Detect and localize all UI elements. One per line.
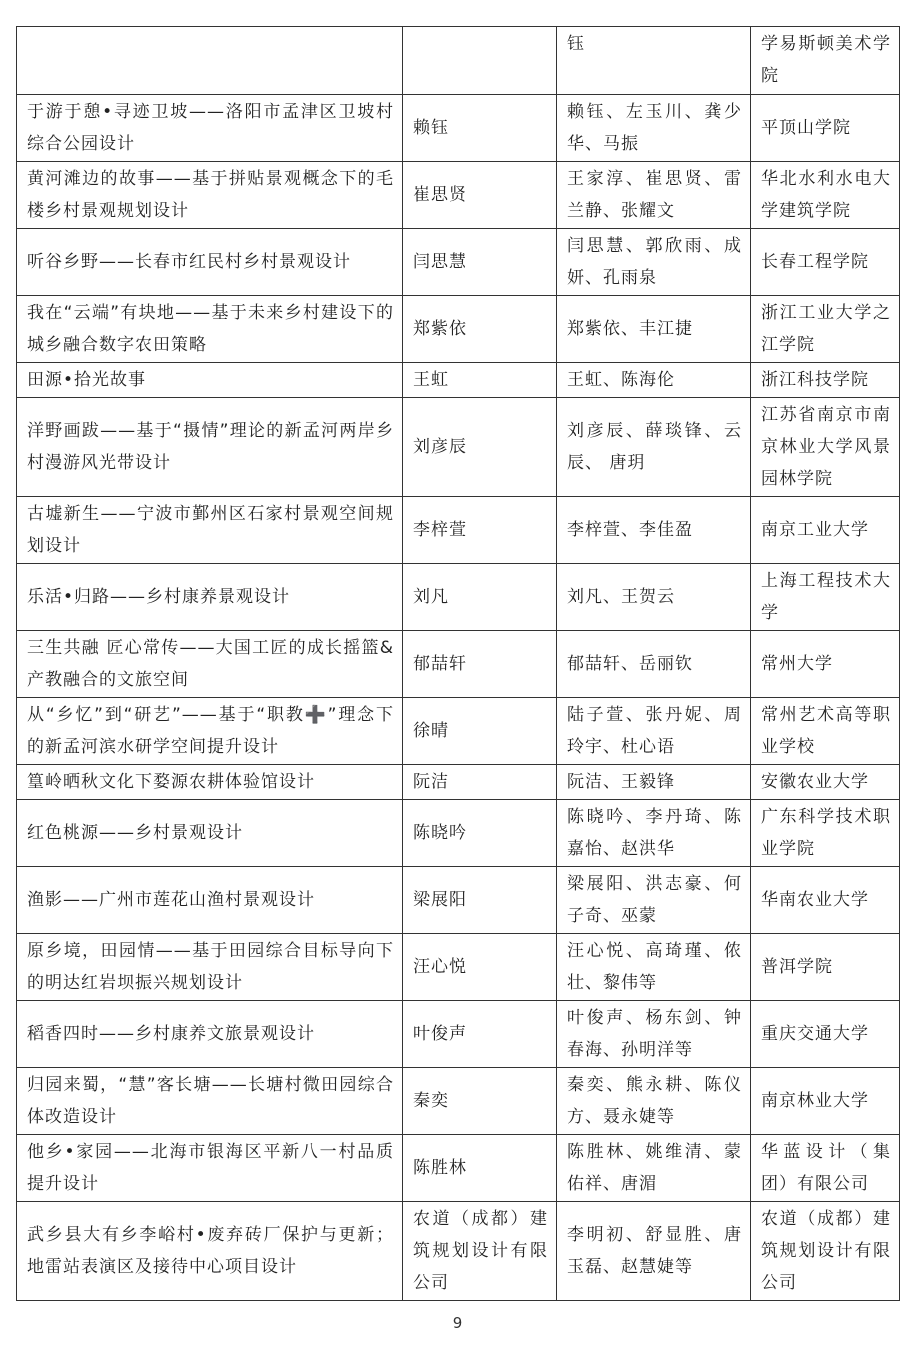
project-title-cell: 原乡境，田园情——基于田园综合目标导向下的明达红岩坝振兴规划设计 bbox=[17, 934, 403, 1001]
table-row bbox=[17, 800, 900, 867]
leader-cell: 叶俊声 bbox=[403, 1001, 557, 1068]
institution-cell: 常州艺术高等职业学校 bbox=[751, 698, 900, 765]
institution-cell: 平顶山学院 bbox=[751, 95, 900, 162]
institution-cell: 江苏省南京市南京林业大学风景园林学院 bbox=[751, 398, 900, 497]
institution-cell: 常州大学 bbox=[751, 631, 900, 698]
table-row bbox=[17, 631, 900, 698]
members-cell: 陆子萱、张丹妮、周玲宇、杜心语 bbox=[557, 698, 751, 765]
project-title-cell: 从“乡忆”到“研艺”——基于“职教➕”理念下的新孟河滨水研学空间提升设计 bbox=[17, 698, 403, 765]
project-title-cell: 三生共融 匠心常传——大国工匠的成长摇篮&产教融合的文旅空间 bbox=[17, 631, 403, 698]
leader-cell: 闫思慧 bbox=[403, 229, 557, 296]
project-title-cell: 渔影——广州市莲花山渔村景观设计 bbox=[17, 867, 403, 934]
leader-cell: 王虹 bbox=[403, 363, 557, 398]
project-title-cell: 他乡•家园——北海市银海区平新八一村品质提升设计 bbox=[17, 1135, 403, 1202]
institution-cell: 浙江工业大学之江学院 bbox=[751, 296, 900, 363]
project-title-cell: 我在“云端”有块地——基于未来乡村建设下的城乡融合数字农田策略 bbox=[17, 296, 403, 363]
institution-cell: 农道（成都）建筑规划设计有限公司 bbox=[751, 1202, 900, 1301]
award-list-table bbox=[16, 26, 900, 1301]
members-cell: 李明初、舒显胜、唐玉磊、赵慧婕等 bbox=[557, 1202, 751, 1301]
table-row bbox=[17, 698, 900, 765]
leader-cell: 李梓萱 bbox=[403, 497, 557, 564]
leader-cell: 梁展阳 bbox=[403, 867, 557, 934]
table-row bbox=[17, 1202, 900, 1301]
members-cell: 赖钰、左玉川、龚少华、马振 bbox=[557, 95, 751, 162]
award-table-body bbox=[17, 27, 900, 1301]
project-title-cell: 乐活•归路——乡村康养景观设计 bbox=[17, 564, 403, 631]
table-row bbox=[17, 1068, 900, 1135]
institution-cell: 浙江科技学院 bbox=[751, 363, 900, 398]
leader-cell: 阮洁 bbox=[403, 765, 557, 800]
table-row bbox=[17, 564, 900, 631]
institution-cell: 华蓝设计（集团）有限公司 bbox=[751, 1135, 900, 1202]
table-row bbox=[17, 363, 900, 398]
members-cell: 陈晓吟、李丹琦、陈嘉怡、赵洪华 bbox=[557, 800, 751, 867]
members-cell: 王家淳、崔思贤、雷兰静、张耀文 bbox=[557, 162, 751, 229]
leader-cell: 崔思贤 bbox=[403, 162, 557, 229]
table-row bbox=[17, 296, 900, 363]
project-title-cell: 武乡县大有乡李峪村•废弃砖厂保护与更新；地雷站表演区及接待中心项目设计 bbox=[17, 1202, 403, 1301]
project-title-cell: 归园来蜀，“慧”客长塘——长塘村微田园综合体改造设计 bbox=[17, 1068, 403, 1135]
institution-cell: 上海工程技术大学 bbox=[751, 564, 900, 631]
leader-cell: 徐晴 bbox=[403, 698, 557, 765]
institution-cell: 华北水利水电大学建筑学院 bbox=[751, 162, 900, 229]
members-cell: 郑紫依、丰江捷 bbox=[557, 296, 751, 363]
members-cell: 陈胜林、姚维清、蒙佑祥、唐湄 bbox=[557, 1135, 751, 1202]
members-cell: 郁喆轩、岳丽钦 bbox=[557, 631, 751, 698]
leader-cell: 赖钰 bbox=[403, 95, 557, 162]
leader-cell: 郑紫依 bbox=[403, 296, 557, 363]
table-row bbox=[17, 765, 900, 800]
table-row bbox=[17, 27, 900, 95]
project-title-cell: 古墟新生——宁波市鄞州区石家村景观空间规划设计 bbox=[17, 497, 403, 564]
project-title-cell: 洋野画跋——基于“摄情”理论的新孟河两岸乡村漫游风光带设计 bbox=[17, 398, 403, 497]
institution-cell: 学易斯顿美术学院 bbox=[751, 27, 900, 95]
institution-cell: 安徽农业大学 bbox=[751, 765, 900, 800]
project-title-cell: 黄河滩边的故事——基于拼贴景观概念下的毛楼乡村景观规划设计 bbox=[17, 162, 403, 229]
institution-cell: 长春工程学院 bbox=[751, 229, 900, 296]
members-cell: 闫思慧、郭欣雨、成妍、孔雨泉 bbox=[557, 229, 751, 296]
members-cell: 刘彦辰、薛琰锋、云辰、 唐玥 bbox=[557, 398, 751, 497]
table-row bbox=[17, 1001, 900, 1068]
table-row bbox=[17, 867, 900, 934]
members-cell: 汪心悦、高琦瑾、侬壮、黎伟等 bbox=[557, 934, 751, 1001]
leader-cell: 秦奕 bbox=[403, 1068, 557, 1135]
page-number: 9 bbox=[452, 1314, 463, 1332]
project-title-cell: 稻香四时——乡村康养文旅景观设计 bbox=[17, 1001, 403, 1068]
institution-cell: 广东科学技术职业学院 bbox=[751, 800, 900, 867]
members-cell: 梁展阳、洪志豪、何子奇、巫蒙 bbox=[557, 867, 751, 934]
project-title-cell: 篁岭晒秋文化下婺源农耕体验馆设计 bbox=[17, 765, 403, 800]
table-row bbox=[17, 1135, 900, 1202]
leader-cell: 陈胜林 bbox=[403, 1135, 557, 1202]
table-row bbox=[17, 398, 900, 497]
members-cell: 秦奕、熊永耕、陈仪方、聂永婕等 bbox=[557, 1068, 751, 1135]
members-cell: 叶俊声、杨东剑、钟春海、孙明洋等 bbox=[557, 1001, 751, 1068]
leader-cell: 刘凡 bbox=[403, 564, 557, 631]
institution-cell: 华南农业大学 bbox=[751, 867, 900, 934]
institution-cell: 南京林业大学 bbox=[751, 1068, 900, 1135]
leader-cell bbox=[403, 27, 557, 95]
project-title-cell: 于游于憩•寻迹卫坡——洛阳市孟津区卫坡村综合公园设计 bbox=[17, 95, 403, 162]
institution-cell: 南京工业大学 bbox=[751, 497, 900, 564]
table-row bbox=[17, 95, 900, 162]
leader-cell: 郁喆轩 bbox=[403, 631, 557, 698]
table-row bbox=[17, 497, 900, 564]
members-cell: 刘凡、王贺云 bbox=[557, 564, 751, 631]
table-row bbox=[17, 934, 900, 1001]
project-title-cell: 田源•拾光故事 bbox=[17, 363, 403, 398]
members-cell: 李梓萱、李佳盈 bbox=[557, 497, 751, 564]
leader-cell: 陈晓吟 bbox=[403, 800, 557, 867]
members-cell: 钰 bbox=[557, 27, 751, 95]
project-title-cell: 听谷乡野——长春市红民村乡村景观设计 bbox=[17, 229, 403, 296]
leader-cell: 汪心悦 bbox=[403, 934, 557, 1001]
institution-cell: 普洱学院 bbox=[751, 934, 900, 1001]
table-row bbox=[17, 162, 900, 229]
members-cell: 阮洁、王毅锋 bbox=[557, 765, 751, 800]
members-cell: 王虹、陈海伦 bbox=[557, 363, 751, 398]
project-title-cell: 红色桃源——乡村景观设计 bbox=[17, 800, 403, 867]
table-row bbox=[17, 229, 900, 296]
institution-cell: 重庆交通大学 bbox=[751, 1001, 900, 1068]
leader-cell: 农道（成都）建筑规划设计有限公司 bbox=[403, 1202, 557, 1301]
leader-cell: 刘彦辰 bbox=[403, 398, 557, 497]
project-title-cell bbox=[17, 27, 403, 95]
